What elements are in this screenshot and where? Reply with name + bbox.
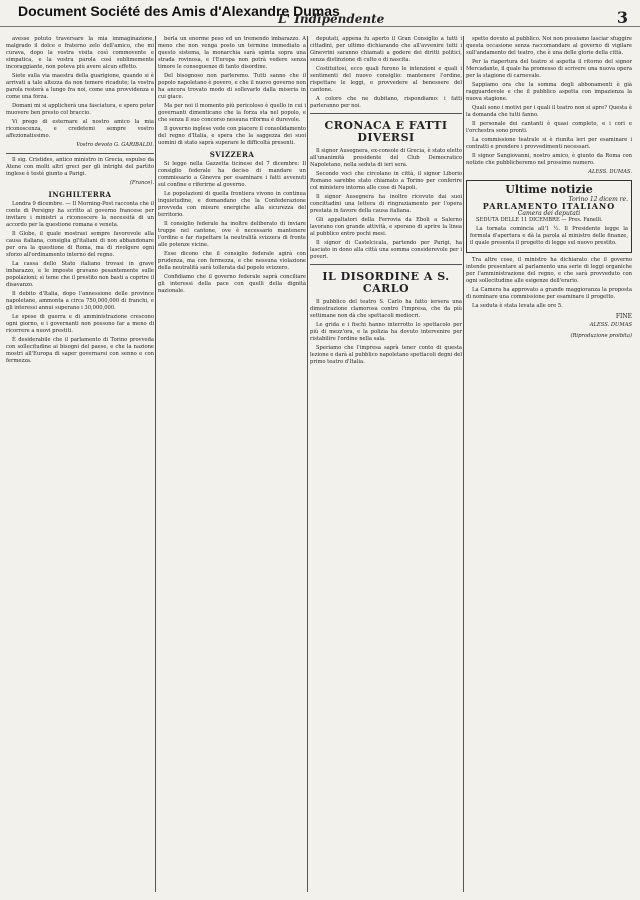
- column-divider: [463, 36, 464, 892]
- paragraph: Le spese di guerra e di amministrazione crescono ogni giorno, e i governanti non possono far a meno di ricorrere a nuovi prestiti.: [6, 314, 154, 334]
- paragraph: Il debito d'Italia, dopo l'annessione delle province napoletane, ammonta a circa 750,000,000 di franchi, e gli interessi annui superano i 30,000,000.: [6, 291, 154, 311]
- paragraph: Tra altre cose, il ministro ha dichiarato che il governo intende presentare al parlamento una serie di leggi organiche per l'amministrazione del regno, e che sarà provveduto con ogni sollecitudine alle esigenze dell'erario.: [466, 257, 632, 284]
- paragraph: Il signor di Castelcicala, partendo per Parigi, ha lasciato in dono alla città una somma considerevole per i poveri.: [310, 240, 462, 260]
- parliament-heading: PARLAMENTO ITALIANO: [482, 201, 616, 211]
- paragraph: berla un enorme peso ed un tremendo imbarazzo. A meno che non venga posto un termine immediato a questo sistema, la monarchia sarà spinta sopra una strada rovinosa, e l'Europa non potrà vedere senza timore le conseguenze di tanto disordine.: [158, 36, 306, 70]
- section-heading-inghilterra: INGHILTERRA: [48, 190, 112, 199]
- paragraph: Il signor Sangiovanni, nostro amico, è giunto da Roma con notizie che pubblicheremo nel prossimo numero.: [466, 153, 632, 166]
- section-heading-cronaca: CRONACA E FATTI DIVERSI: [324, 119, 448, 144]
- paragraph: Il signor Ausegnera, ex-console di Grecia, è stato eletto all'unanimità presidente del Club Democratico Napoletano, nella seduta di ieri sera.: [310, 148, 462, 168]
- paragraph: La tornata comincia all'1 ½. Il Presidente legge la formula d'apertura e dà la parola al ministro delle finanze, il quale presenta il progetto di legge sul nuovo prestito.: [470, 226, 628, 246]
- paragraph: A coloro che ne dubitano, rispondiamo: i fatti parleranno per noi.: [310, 96, 462, 109]
- paragraph: La seduta è stata levata alle ore 5.: [472, 303, 563, 309]
- paragraph: Il sig. Cristides, antico ministro in Grecia, espulso da Atene con molti altri greci per gli intrighi del partito inglese è testé giunto a Parigi.: [6, 157, 154, 177]
- paragraph: Le popolazioni di quella frontiera vivono in continua inquietudine, e domandano che la Confederazione provveda con misure energiche alla sicurezza del territorio.: [158, 191, 306, 218]
- latest-news-title: Ultime notizie: [505, 183, 593, 196]
- column-divider: [155, 36, 156, 892]
- paragraph: Siete sulla via maestra della guarigione, quando si è arrivati a tale altezza da non temere ricadute; la vostra parola resterà a lungo fra noi, come una provvidenza e come una forza.: [6, 73, 154, 100]
- paragraph: Ma per noi il momento più pericoloso è quello in cui i governanti dimenticano che la forza sta nel popolo, e che senza il suo concorso nessuna riforma è durevole.: [158, 103, 306, 123]
- signature: Vostro devoto G. GARIBALDI.: [76, 142, 154, 148]
- paragraph: Costituitosi, ecco quali furono le intenzioni e quali i sentimenti del nuovo consiglio: mantenere l'ordine, rispettare le leggi, e provvedere al benessere del cantone.: [310, 66, 462, 93]
- page-number: 3: [616, 8, 628, 27]
- reproduction-notice: (Riproduzione proibita): [570, 333, 632, 339]
- paragraph: Sappiamo ora che la somma degli abbonamenti è già ragguardevole e che il pubblico aspetta con impazienza la nuova stagione.: [466, 82, 632, 102]
- column-1: [6, 36, 154, 892]
- paragraph: Secondo voci che circolano in città, il signor Liborio Romano sarebbe stato chiamato a Torino per conferire col ministero intorno alle cose di Napoli.: [310, 171, 462, 191]
- paragraph: Il Globe, il quale mostrasi sempre favorevole alla causa italiana, consiglia gl'italiani di non abbandonare per ora la questione di Roma, ma di rivolgere ogni sforzo all'ordinamento interno del regno.: [6, 231, 154, 258]
- divider: [310, 113, 462, 114]
- paragraph: avesse potuto traversare la mia immaginazione, malgrado il dolce e fraterno zelo dell'amico, che mi curava, dopo la vostra visita così commovente e simpatica, e la vostra parola così sublimemente incoraggiante, non poteva più avere alcun effetto.: [6, 36, 154, 70]
- paragraph: Si legge nella Gazzetta ticinese del 7 dicembre: Il consiglio federale ha deciso di mandare un commissario a Ginevra per esaminare i fatti avvenuti sul confine e riferirne al governo.: [158, 161, 306, 188]
- divider: [310, 264, 462, 265]
- column-2: [158, 36, 306, 892]
- paragraph: Speriamo che l'impresa saprà tener conto di questa lezione e darà al pubblico napoletano spettacoli degni del primo teatro d'Italia.: [310, 345, 462, 365]
- paragraph: Il pubblico del teatro S. Carlo ha fatto iersera una dimostrazione clamorosa contro l'impresa, che da più settimane non dà che spettacoli mediocri.: [310, 299, 462, 319]
- source-label: Document Société des Amis d'Alexandre Dumas: [18, 3, 340, 19]
- paragraph: Vi prego di esternare al nostro amico la mia riconoscenza, e credetemi sempre vostro affezionatissimo.: [6, 119, 154, 139]
- paragraph: Il consiglio federale ha inoltre deliberato di inviare truppe nel cantone, ove è necessario mantenere l'ordine e far rispettare la neutralità svizzera di fronte alle potenze vicine.: [158, 221, 306, 248]
- paragraph: La Camera ha approvato a grande maggioranza la proposta di nominare una commissione per esaminare il progetto.: [466, 287, 632, 300]
- paragraph: Esse dicono che il consiglio federale agirà con prudenza, ma con fermezza, e che nessuna violazione della neutralità sarà tollerata dal popolo svizzero.: [158, 251, 306, 271]
- paragraph: È desiderabile che il parlamento di Torino provveda con sollecitudine ai bisogni del paese, e che la nazione mostri all'Europa di saper governarsi con senno e con fermezza.: [6, 337, 154, 364]
- column-3: [310, 36, 462, 892]
- paragraph: Gli appaltatori della Ferrovia da Eboli a Salerno lavorano con grande attività, e sperano di aprire la linea al pubblico entro pochi mesi.: [310, 217, 462, 237]
- dateline: Torino 12 dicem re.: [568, 196, 628, 203]
- header-bar: [0, 0, 640, 27]
- paragraph: Londra 9 dicembre. — Il Morning-Post racconta che il conte di Persigny ha scritto al governo francese per invitare i ministri a riconoscere la necessità di un accordo per la questione romana e veneta.: [6, 201, 154, 228]
- paragraph: La commissione teatrale si è riunita ieri per esaminare i contratti e prendere i provvedimenti necessari.: [466, 137, 632, 150]
- paragraph: Quali sono i motivi per i quali il teatro non si apre? Questa è la domanda che tutti fanno.: [466, 105, 632, 118]
- column-4: [466, 36, 632, 892]
- paragraph: Del bisognoso non parleremo. Tutti sanno che il popolo napoletano è povero, e che il nuovo governo non ha ancora trovato modo di sollevarlo dalla miseria in cui giace.: [158, 73, 306, 100]
- paragraph: La cassa dello Stato italiano trovasi in grave imbarazzo, e le imposte gravano pesantemente sulle popolazioni; si teme che il prestito non basti a coprire il disavanzo.: [6, 261, 154, 288]
- paragraph: Confidiamo che il governo federale saprà conciliare gli interessi della pace con quelli della dignità nazionale.: [158, 274, 306, 294]
- paragraph: Il signor Ausegnera ha inoltre ricevuto dai suoi concittadini una lettera di ringraziamento per l'opera prestata in favore della causa italiana.: [310, 194, 462, 214]
- paragraph: deputati, appena fu aperto il Gran Consiglio a tutti i cittadini, per ultimo dichiarando che all'avvenire tutti i Ginevrini saranno chiamati a godere dei diritti politici, senza distinzione di culto o di nascita.: [310, 36, 462, 63]
- chamber-label: Camera dei deputati: [517, 210, 581, 217]
- divider: [6, 153, 154, 154]
- masthead-title: L' Indipendente: [278, 12, 385, 26]
- section-heading-svizzera: SVIZZERA: [209, 150, 255, 159]
- paragraph: Per la riapertura del teatro si aspetta il ritorno del signor Mercadante, il quale ha promesso di scrivere una nuova opera per la stagione di carnevale.: [466, 59, 632, 79]
- latest-news-box: [466, 180, 632, 253]
- paragraph: spetto dovuto al pubblico. Noi non possiamo lasciar sfuggire questa occasione senza raccomandare al governo di vigilare sull'andamento del teatro, che è una delle glorie della città.: [466, 36, 632, 56]
- author-signature: ALESS. DUMAS: [589, 322, 632, 328]
- signature: ALESS. DUMAS.: [588, 169, 632, 175]
- paragraph: Le grida e i fischi hanno interrotto lo spettacolo per più di mezz'ora, e la polizia ha dovuto intervenire per ristabilire l'ordine nella sala.: [310, 322, 462, 342]
- paragraph: Il governo inglese vede con piacere il consolidamento del regno d'Italia, e spera che la saggezza dei suoi uomini di stato saprà superare le difficoltà presenti.: [158, 126, 306, 146]
- section-heading-disordine: IL DISORDINE A S. CARLO: [322, 270, 450, 295]
- paragraph: Domani mi si applicherà una fasciatura, e spero poter muovere ben presto col braccio.: [6, 103, 154, 116]
- fine-label: FINE: [615, 313, 632, 320]
- session-line: SEDUTA DELLE 11 DICEMBRE — Pres. Fanelli.: [476, 217, 603, 223]
- paragraph: Il personale dei cantanti è quasi completo, e i cori e l'orchestra sono pronti.: [466, 121, 632, 134]
- column-divider: [307, 36, 308, 892]
- source-credit: (France).: [129, 180, 154, 186]
